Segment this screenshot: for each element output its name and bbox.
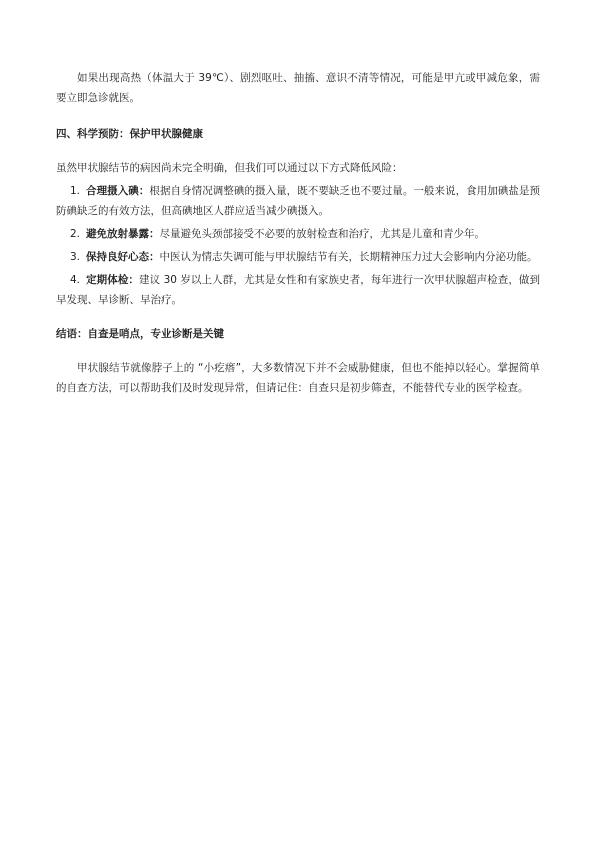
document-page	[56, 68, 540, 398]
list-sep: ：	[138, 185, 150, 197]
list-number: 1.	[69, 185, 80, 197]
list-term: 定期体检	[86, 274, 129, 286]
emergency-paragraph: 如果出现高热（体温大于 39℃）、剧烈呕吐、抽搐、意识不清等情况，可能是甲亢或甲减危象，需要立即急诊就医。	[56, 72, 540, 104]
conclusion-paragraph: 甲状腺结节就像脖子上的 “小疙瘩”，大多数情况下并不会威胁健康，但也不能掉以轻心。掌握简单的自查方法，可以帮助我们及时发现异常，但请记住：自查只是初步筛查，不能替代专业的医学检查。	[56, 362, 540, 394]
list-sep: ：	[128, 274, 139, 286]
section-heading-prevention: 四、科学预防：保护甲状腺健康	[56, 128, 203, 140]
list-number: 3.	[69, 251, 80, 263]
list-item	[56, 270, 540, 310]
list-number: 2.	[69, 228, 80, 240]
list-text: 建议 30 岁以上人群，尤其是女性和有家族史者，每年进行一次甲状腺超声检查，做到早发现、早诊断、早治疗。	[56, 274, 541, 306]
list-text: 中医认为情志失调可能与甲状腺结节有关，长期精神压力过大会影响内分泌功能。	[159, 251, 538, 263]
list-item	[56, 247, 540, 267]
list-sep: ：	[149, 251, 160, 263]
list-item	[56, 181, 540, 221]
list-text: 尽量避免头颈部接受不必要的放射检查和治疗，尤其是儿童和青少年。	[159, 228, 485, 240]
list-number: 4.	[69, 274, 80, 286]
list-term: 避免放射暴露	[86, 228, 149, 240]
section-heading-conclusion: 结语：自查是哨点，专业诊断是关键	[56, 328, 224, 340]
list-sep: ：	[149, 228, 160, 240]
list-item	[56, 224, 540, 244]
list-term: 合理摄入碘	[86, 185, 139, 197]
list-term: 保持良好心态	[86, 251, 149, 263]
prevention-lead: 虽然甲状腺结节的病因尚未完全明确，但我们可以通过以下方式降低风险：	[56, 162, 403, 174]
list-text: 根据自身情况调整碘的摄入量，既不要缺乏也不要过量。一般来说，食用加碘盐是预防碘缺乏的有效方法，但高碘地区人群应适当减少碘摄入。	[56, 185, 541, 217]
